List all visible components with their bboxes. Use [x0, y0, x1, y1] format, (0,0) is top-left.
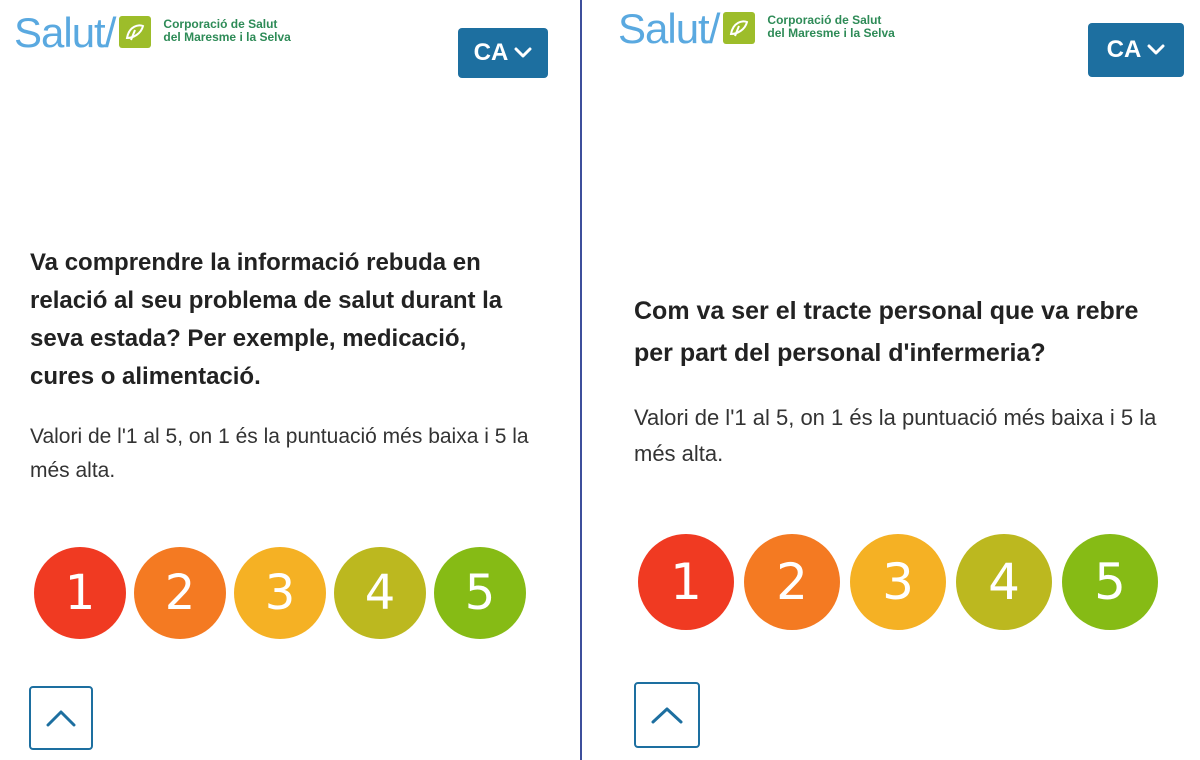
- org-name-line1: Corporació de Salut: [767, 13, 882, 27]
- rating-button-1[interactable]: 1: [34, 547, 126, 639]
- logo-wordmark: Salut/: [14, 9, 116, 56]
- rating-instructions: Valori de l'1 al 5, on 1 és la puntuació més baixa i 5 la més alta.: [30, 425, 529, 482]
- chevron-up-icon: [46, 709, 76, 727]
- rating-button-3[interactable]: 3: [234, 547, 326, 639]
- question-text: Com va ser el tracte personal que va rebre per part del personal d'infermeria?: [634, 297, 1139, 367]
- survey-screen-left: [0, 0, 580, 760]
- language-label: CA: [473, 39, 509, 66]
- rating-scale: [638, 534, 1158, 630]
- language-selector-button[interactable]: [458, 28, 548, 78]
- chevron-down-icon: [514, 47, 532, 59]
- panel-divider: [580, 0, 582, 760]
- org-name: [163, 18, 290, 44]
- chevron-down-icon: [1147, 44, 1165, 56]
- scroll-to-top-button[interactable]: [29, 686, 93, 750]
- org-name: [767, 14, 894, 40]
- language-label: CA: [1106, 36, 1142, 63]
- language-selector-button[interactable]: [1088, 23, 1184, 77]
- rating-button-4[interactable]: 4: [956, 534, 1052, 630]
- chevron-up-icon: [651, 706, 683, 724]
- rating-button-4[interactable]: 4: [334, 547, 426, 639]
- rating-button-5[interactable]: 5: [434, 547, 526, 639]
- rating-instructions: Valori de l'1 al 5, on 1 és la puntuació més baixa i 5 la més alta.: [634, 405, 1157, 466]
- rating-button-5[interactable]: 5: [1062, 534, 1158, 630]
- question-text: Va comprendre la informació rebuda en relació al seu problema de salut durant la seva estada? Per exemple, medicació, cures o alimentació.: [30, 249, 503, 390]
- rating-button-2[interactable]: 2: [134, 547, 226, 639]
- leaf-logo-icon: [119, 16, 151, 48]
- org-name-line2: del Maresme i la Selva: [163, 30, 291, 44]
- rating-button-1[interactable]: 1: [638, 534, 734, 630]
- scroll-to-top-button[interactable]: [634, 682, 700, 748]
- survey-screen-right: [584, 0, 1200, 760]
- org-name-line2: del Maresme i la Selva: [767, 26, 895, 40]
- leaf-logo-icon: [723, 12, 755, 44]
- rating-button-3[interactable]: 3: [850, 534, 946, 630]
- salut-logo: [618, 5, 895, 52]
- logo-wordmark: Salut/: [618, 5, 720, 52]
- rating-scale: [34, 547, 526, 639]
- rating-button-2[interactable]: 2: [744, 534, 840, 630]
- org-name-line1: Corporació de Salut: [163, 17, 278, 31]
- salut-logo: [14, 9, 291, 56]
